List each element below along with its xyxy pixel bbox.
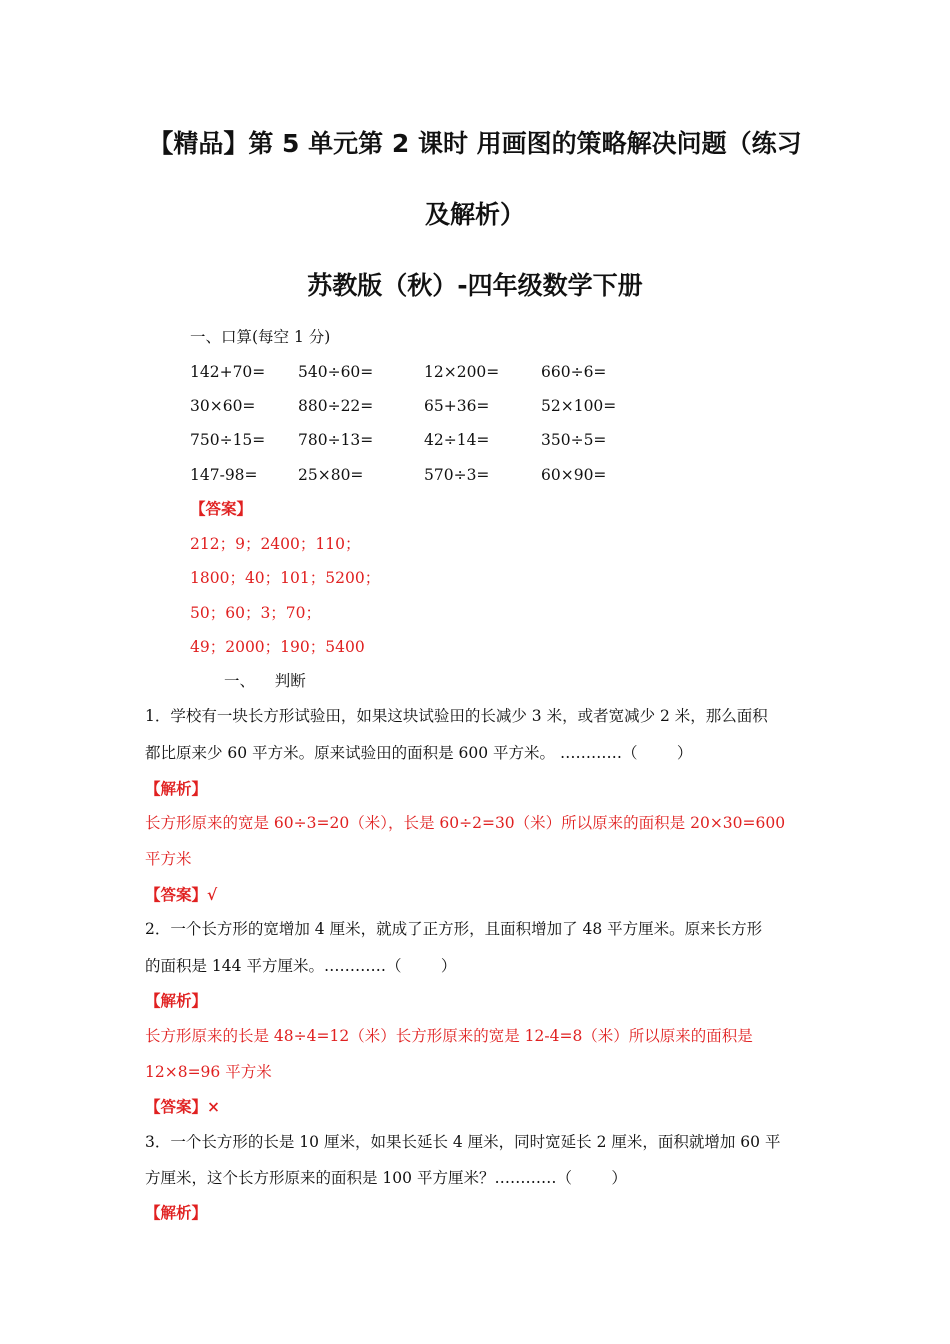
answer-line: 49；2000；190；5400 bbox=[190, 638, 365, 656]
grid-cell: 25×80= bbox=[298, 466, 364, 484]
analysis-label: 【解析】 bbox=[145, 779, 208, 798]
grid-cell: 660÷6= bbox=[541, 363, 607, 381]
grid-cell: 52×100= bbox=[541, 397, 617, 415]
answer-result: 【答案】× bbox=[145, 1097, 220, 1116]
grid-cell: 147-98= bbox=[190, 466, 258, 484]
grid-cell: 570÷3= bbox=[424, 466, 490, 484]
grid-cell: 65+36= bbox=[424, 397, 490, 415]
grid-cell: 30×60= bbox=[190, 397, 256, 415]
subtitle: 苏教版（秋）-四年级数学下册 bbox=[307, 271, 643, 300]
question-2-line-2: 的面积是 144 平方厘米。…………（ ） bbox=[145, 957, 457, 975]
analysis-text: 12×8=96 平方米 bbox=[145, 1063, 272, 1081]
question-2-line-1: 2．一个长方形的宽增加 4 厘米，就成了正方形，且面积增加了 48 平方厘米。原来长方形 bbox=[145, 920, 763, 938]
title-line-2: 及解析） bbox=[424, 200, 525, 229]
grid-cell: 142+70= bbox=[190, 363, 266, 381]
analysis-text: 长方形原来的宽是 60÷3=20（米），长是 60÷2=30（米）所以原来的面积是 20×30=600 bbox=[145, 814, 786, 832]
analysis-text: 平方米 bbox=[145, 850, 192, 868]
grid-cell: 540÷60= bbox=[298, 363, 374, 381]
grid-cell: 42÷14= bbox=[424, 431, 490, 449]
question-1-line-2: 都比原来少 60 平方米。原来试验田的面积是 600 平方米。 …………（ ） bbox=[145, 744, 693, 762]
answer-line: 1800；40；101；5200； bbox=[190, 569, 381, 587]
question-1-line-1: 1．学校有一块长方形试验田，如果这块试验田的长减少 3 米，或者宽减少 2 米，那么面积 bbox=[145, 707, 768, 725]
question-3-line-2: 方厘米，这个长方形原来的面积是 100 平方厘米？…………（ ） bbox=[145, 1169, 627, 1187]
grid-cell: 780÷13= bbox=[298, 431, 374, 449]
section2-heading: 一、 判断 bbox=[224, 672, 306, 690]
title-line-1: 【精品】第 5 单元第 2 课时 用画图的策略解决问题（练习 bbox=[148, 129, 802, 158]
answer-line: 50；60；3；70； bbox=[190, 604, 322, 622]
grid-cell: 880÷22= bbox=[298, 397, 374, 415]
grid-cell: 60×90= bbox=[541, 466, 607, 484]
answer-line: 212；9；2400；110； bbox=[190, 535, 361, 553]
answer-result: 【答案】√ bbox=[145, 885, 218, 904]
question-3-line-1: 3．一个长方形的长是 10 厘米，如果长延长 4 厘米，同时宽延长 2 厘米，面积就增加 60 平 bbox=[145, 1133, 781, 1151]
analysis-label: 【解析】 bbox=[145, 1203, 208, 1222]
analysis-text: 长方形原来的长是 48÷4=12（米）长方形原来的宽是 12-4=8（米）所以原来的面积是 bbox=[145, 1027, 753, 1045]
answer-label: 【答案】 bbox=[190, 499, 253, 518]
analysis-label: 【解析】 bbox=[145, 991, 208, 1010]
grid-cell: 12×200= bbox=[424, 363, 500, 381]
grid-cell: 350÷5= bbox=[541, 431, 607, 449]
grid-cell: 750÷15= bbox=[190, 431, 266, 449]
section1-heading: 一、口算(每空 1 分) bbox=[190, 328, 331, 346]
